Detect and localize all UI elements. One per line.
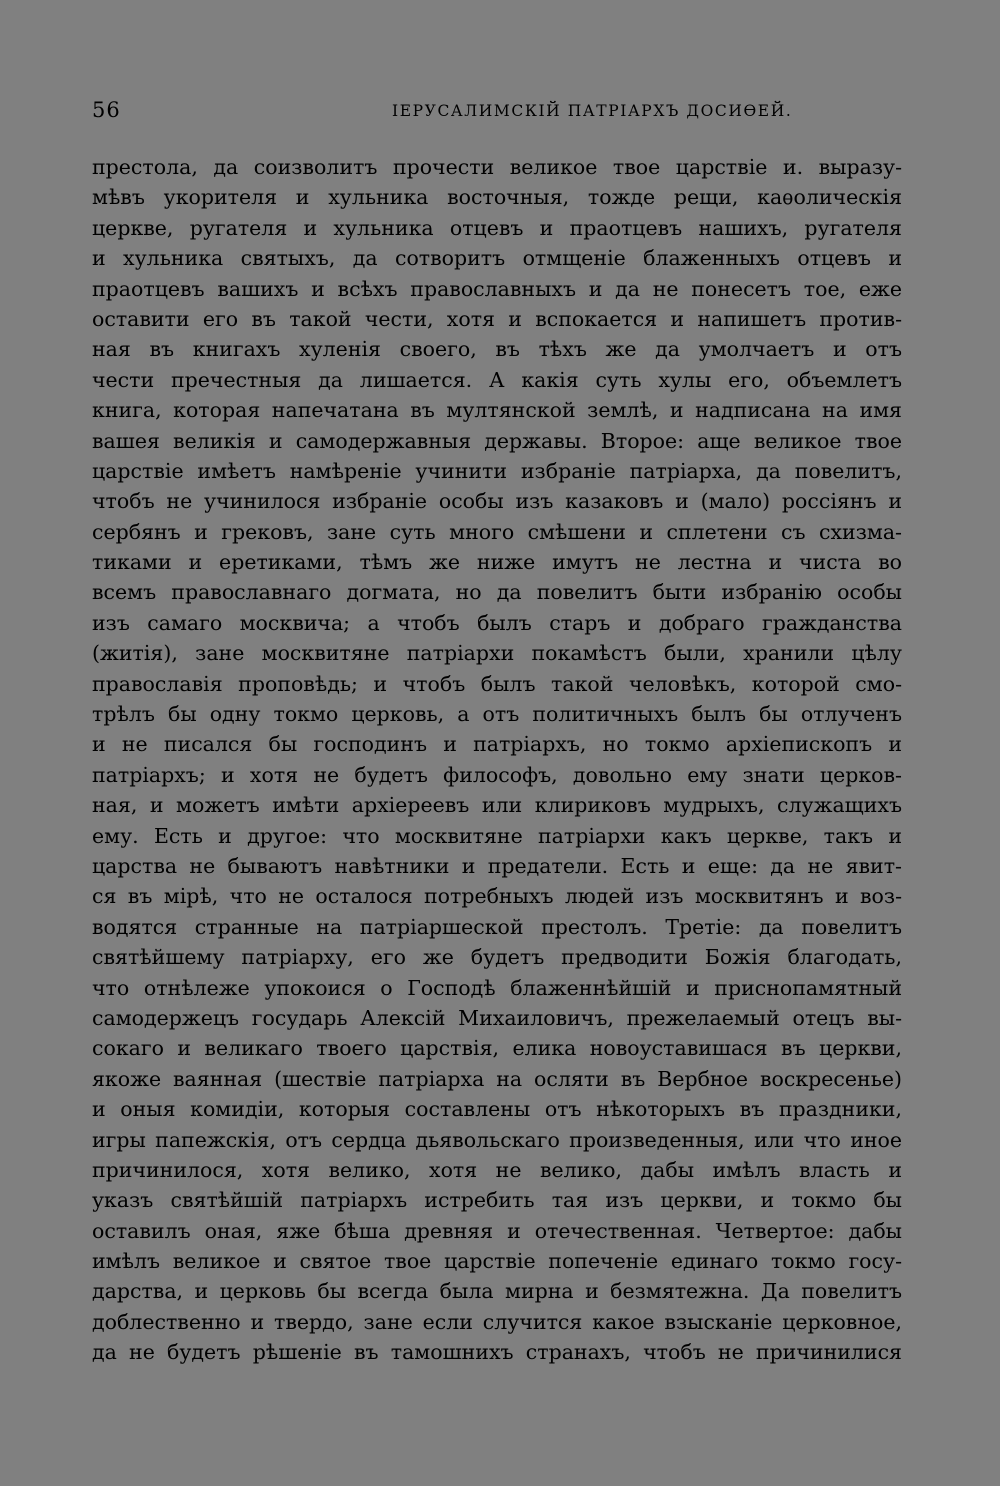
- text-line: и оныя комидіи, которыя составлены отъ нѣкоторыхъ въ праздники,: [92, 1097, 902, 1122]
- text-line: церкве, ругателя и хульника отцевъ и праотцевъ нашихъ, ругателя: [92, 215, 902, 240]
- text-line: чести пречестныя да лишается. А какія суть хулы его, объемлетъ: [92, 367, 902, 392]
- text-line: оставити его въ такой чести, хотя и вспокается и напишетъ против-: [92, 306, 902, 331]
- text-line: да не будетъ рѣшеніе въ тамошнихъ странахъ, чтобъ не причинилися: [92, 1340, 902, 1365]
- text-line: изъ самаго москвича; а чтобъ былъ старъ и добраго гражданства: [92, 610, 902, 635]
- text-line: водятся странные на патріаршеской престолъ. Третіе: да повелитъ: [92, 914, 902, 939]
- text-line: тиками и еретиками, тѣмъ же ниже имутъ не лестна и чиста во: [92, 550, 902, 575]
- page-header: [92, 98, 902, 128]
- body-text: [92, 152, 902, 1368]
- text-line: чтобъ не учинилося избраніе особы изъ казаковъ и (мало) россіянъ и: [92, 489, 902, 514]
- text-line: всемъ православнаго догмата, но да повелитъ быти избранію особы: [92, 580, 902, 605]
- text-line: самодержецъ государь Алексій Михаиловичъ, прежелаемый отецъ вы-: [92, 1005, 902, 1030]
- text-line: дарства, и церковь бы всегда была мирна и безмятежна. Да повелитъ: [92, 1279, 902, 1304]
- text-line: ся въ мірѣ, что не осталося потребныхъ людей изъ москвитянъ и воз-: [92, 884, 902, 909]
- text-line: сокаго и великаго твоего царствія, елика новоуставишася въ церкви,: [92, 1036, 902, 1061]
- text-line: указъ святѣйшій патріархъ истребить тая изъ церкви, и токмо бы: [92, 1188, 902, 1213]
- page-number: 56: [92, 98, 121, 122]
- text-line: якоже ваянная (шествіе патріарха на осляти въ Вербное воскресенье): [92, 1066, 902, 1091]
- text-line: ему. Есть и другое: что москвитяне патріархи какъ церкве, такъ и: [92, 823, 902, 848]
- text-line: книга, которая напечатана въ мултянской землѣ, и надписана на имя: [92, 398, 902, 423]
- text-line: святѣйшему патріарху, его же будетъ предводити Божія благодать,: [92, 945, 902, 970]
- text-line: царства не бываютъ навѣтники и предатели. Есть и еще: да не явит-: [92, 853, 902, 878]
- text-line: оставилъ оная, яже бѣша древняя и отечественная. Четвертое: дабы: [92, 1218, 902, 1243]
- text-line: игры папежскія, отъ сердца дьявольскаго произведенныя, или что иное: [92, 1127, 902, 1152]
- text-line: ная въ книгахъ хуленія своего, въ тѣхъ же да умолчаетъ и отъ: [92, 337, 902, 362]
- text-line: ная, и можетъ имѣти архіереевъ или клириковъ мудрыхъ, служащихъ: [92, 793, 902, 818]
- text-line: и хульника святыхъ, да сотворитъ отмщеніе блаженныхъ отцевъ и: [92, 246, 902, 271]
- text-line: трѣлъ бы одну токмо церковь, а отъ политичныхъ былъ бы отлученъ: [92, 702, 902, 727]
- text-line: доблественно и твердо, зане если случится какое взысканіе церковное,: [92, 1309, 902, 1334]
- text-line: (житія), зане москвитяне патріархи покамѣстъ были, хранили цѣлу: [92, 641, 902, 666]
- text-line: престола, да соизволитъ прочести великое твое царствіе и. выразу-: [92, 155, 902, 179]
- text-line: праотцевъ вашихъ и всѣхъ православныхъ и да не понесетъ тое, еже: [92, 276, 902, 301]
- text-line: и не писался бы господинъ и патріархъ, но токмо архіепископъ и: [92, 732, 902, 757]
- text-line: что отнѣлеже упокоися о Господѣ блаженнѣйшій и приснопамятный: [92, 975, 902, 1000]
- text-line: вашея великія и самодержавныя державы. Второе: аще великое твое: [92, 428, 902, 453]
- text-line: патріархъ; и хотя не будетъ философъ, довольно ему знати церков-: [92, 762, 902, 787]
- text-line: имѣлъ великое и святое твое царствіе попеченіе единаго токмо госу-: [92, 1249, 902, 1274]
- running-title: ІЕРУСАЛИМСКІЙ ПАТРІАРХЪ ДОСИѲЕЙ.: [392, 102, 793, 120]
- text-line: сербянъ и грековъ, зане суть много смѣшени и сплетени съ схизма-: [92, 519, 902, 544]
- text-line: царствіе имѣетъ намѣреніе учинити избраніе патріарха, да повелитъ,: [92, 458, 902, 483]
- text-line: мѣвъ укорителя и хульника восточныя, тожде рещи, каѳолическія: [92, 185, 902, 210]
- text-line: причинилося, хотя велико, хотя не велико, дабы имѣлъ власть и: [92, 1157, 902, 1182]
- text-line: православія проповѣдь; и чтобъ былъ такой человѣкъ, которой смо-: [92, 671, 902, 696]
